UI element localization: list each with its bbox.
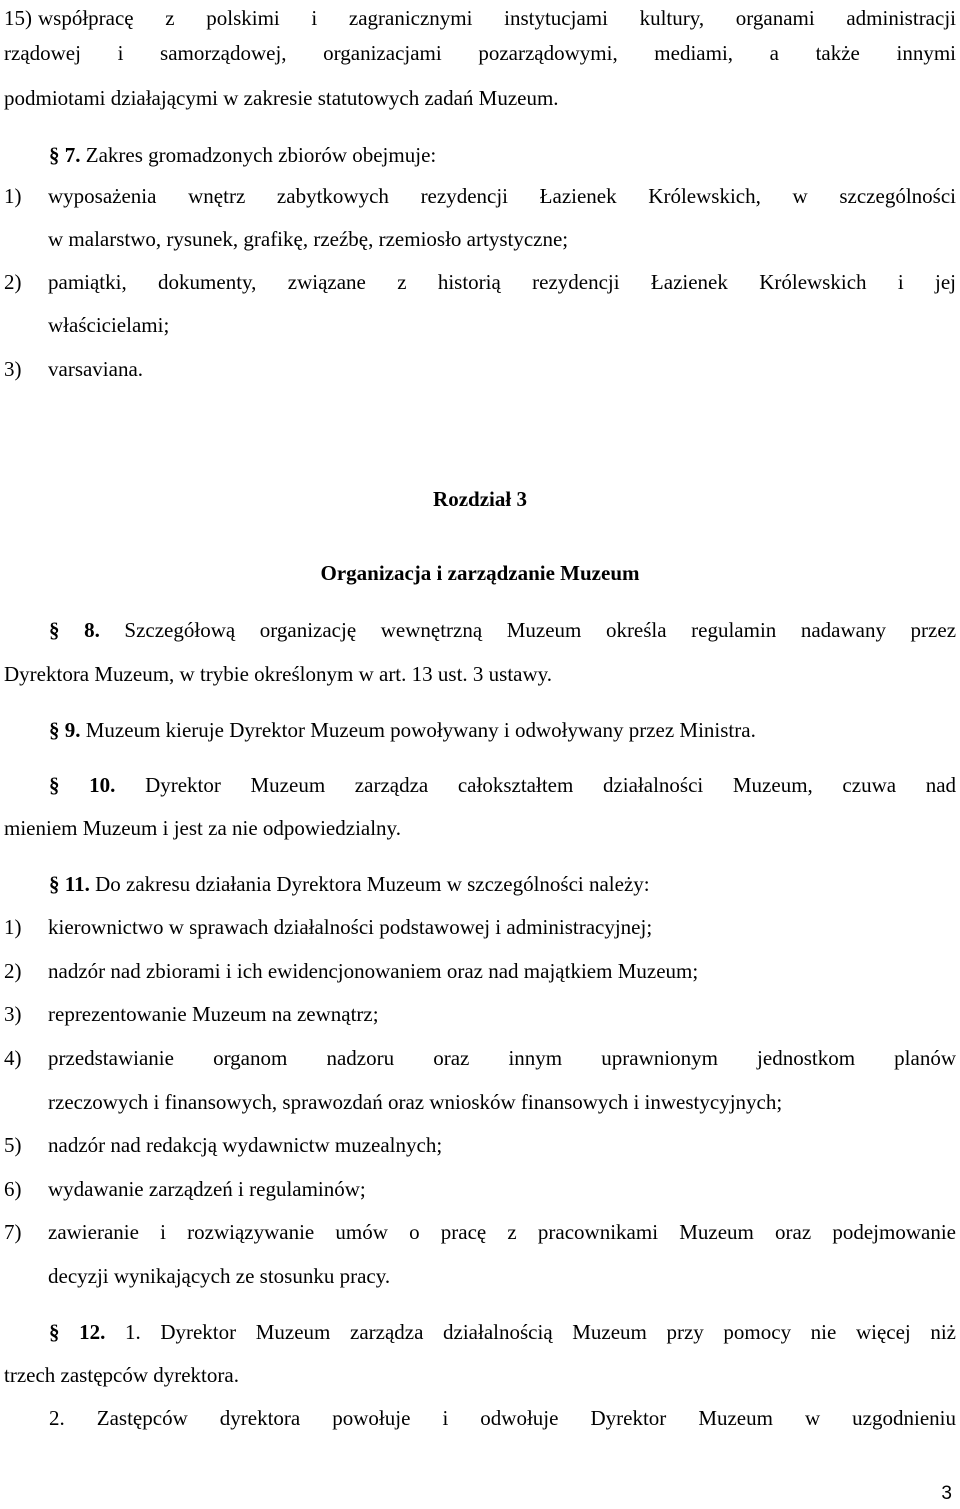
- paragraph-11: [49, 869, 956, 899]
- list-item: [4, 1130, 956, 1160]
- list-item: [4, 267, 956, 297]
- item-text: zawieranie i rozwiązywanie umów o pracę z pracownikami Muzeum oraz podejmowanie: [48, 1220, 956, 1244]
- item-text: współpracę z polskimi i zagranicznymi instytucjami kultury, organami administracji: [38, 6, 956, 30]
- list-item: [4, 1043, 956, 1073]
- point-number: 2.: [49, 1406, 65, 1430]
- item-text: rzeczowych i finansowych, sprawozdań oraz wniosków finansowych i inwestycyjnych;: [48, 1090, 783, 1114]
- item-number: 3): [4, 1002, 22, 1026]
- paragraph-10: [49, 770, 956, 800]
- list-item-continued: [4, 310, 956, 340]
- chapter-subtitle: Organizacja i zarządzanie Muzeum: [320, 561, 640, 585]
- list-item-continued: [4, 1087, 956, 1117]
- item-text: wyposażenia wnętrz zabytkowych rezydencji Łazienek Królewskich, w szczególności: [48, 184, 956, 208]
- list-item: [4, 181, 956, 211]
- section-mark: § 11.: [49, 872, 90, 896]
- paragraph-text: Zastępców dyrektora powołuje i odwołuje Dyrektor Muzeum w uzgodnieniu: [96, 1406, 956, 1430]
- item-text: wydawanie zarządzeń i regulaminów;: [48, 1177, 366, 1201]
- paragraph-text: Dyrektor Muzeum zarządza całokształtem działalności Muzeum, czuwa nad: [145, 773, 957, 797]
- item-number: 1): [4, 184, 22, 208]
- item-number: 6): [4, 1177, 22, 1201]
- text-line: Dyrektora Muzeum, w trybie określonym w art. 13 ust. 3 ustawy.: [4, 662, 553, 686]
- item-text: nadzór nad redakcją wydawnictw muzealnych;: [48, 1133, 443, 1157]
- item-text: pamiątki, dokumenty, związane z historią rezydencji Łazienek Królewskich i jej: [48, 270, 956, 294]
- item-number: 15): [4, 6, 32, 30]
- item-text: przedstawianie organom nadzoru oraz innym uprawnionym jednostkom planów: [48, 1046, 956, 1070]
- section-mark: § 10.: [49, 773, 116, 797]
- section-mark: § 9.: [49, 718, 81, 742]
- paragraph-lead: Do zakresu działania Dyrektora Muzeum w szczególności należy:: [95, 872, 650, 896]
- section-mark: § 8.: [49, 618, 100, 642]
- paragraph-7: [49, 140, 956, 170]
- point-number: 1.: [124, 1320, 141, 1344]
- section-mark: § 7.: [49, 143, 81, 167]
- paragraph-9: [49, 715, 956, 745]
- item-text: w malarstwo, rysunek, grafikę, rzeźbę, rzemiosło artystyczne;: [48, 227, 569, 251]
- item-text: nadzór nad zbiorami i ich ewidencjonowaniem oraz nad majątkiem Muzeum;: [48, 959, 699, 983]
- list-item: [4, 354, 956, 384]
- list-item: [4, 1217, 956, 1247]
- paragraph-lead: Zakres gromadzonych zbiorów obejmuje:: [85, 143, 437, 167]
- list-item: [4, 3, 956, 33]
- list-item-continued: [4, 224, 956, 254]
- text-line: mieniem Muzeum i jest za nie odpowiedzialny.: [4, 816, 401, 840]
- list-item: [4, 912, 956, 942]
- list-item-continued: [4, 1261, 956, 1291]
- list-item: [4, 1174, 956, 1204]
- item-text: kierownictwo w sprawach działalności podstawowej i administracyjnej;: [48, 915, 653, 939]
- item-number: 2): [4, 270, 22, 294]
- chapter-title: Rozdział 3: [433, 487, 527, 511]
- text-line: trzech zastępców dyrektora.: [4, 1363, 239, 1387]
- item-number: 7): [4, 1220, 22, 1244]
- item-text: właścicielami;: [48, 313, 170, 337]
- item-text: decyzji wynikających ze stosunku pracy.: [48, 1264, 391, 1288]
- paragraph-text: Szczegółową organizację wewnętrzną Muzeum określa regulamin nadawany przez: [124, 618, 957, 642]
- list-item: [4, 999, 956, 1029]
- paragraph-text: Dyrektor Muzeum zarządza działalnością Muzeum przy pomocy nie więcej niż: [160, 1320, 957, 1344]
- paragraph-text: Muzeum kieruje Dyrektor Muzeum powoływany i odwoływany przez Ministra.: [85, 718, 756, 742]
- section-mark: § 12.: [49, 1320, 106, 1344]
- item-number: 3): [4, 357, 22, 381]
- paragraph-12: [49, 1317, 956, 1347]
- item-text: reprezentowanie Muzeum na zewnątrz;: [48, 1002, 379, 1026]
- page-number: 3: [941, 1483, 952, 1504]
- paragraph-12-point-2: [49, 1403, 956, 1433]
- item-number: 4): [4, 1046, 22, 1070]
- text-line: podmiotami działającymi w zakresie statutowych zadań Muzeum.: [4, 86, 559, 110]
- item-number: 1): [4, 915, 22, 939]
- item-text: varsaviana.: [48, 357, 144, 381]
- paragraph-8: [49, 615, 956, 645]
- text-line: rządowej i samorządowej, organizacjami pozarządowymi, mediami, a także innymi: [4, 41, 956, 65]
- item-number: 5): [4, 1133, 22, 1157]
- list-item: [4, 956, 956, 986]
- item-number: 2): [4, 959, 22, 983]
